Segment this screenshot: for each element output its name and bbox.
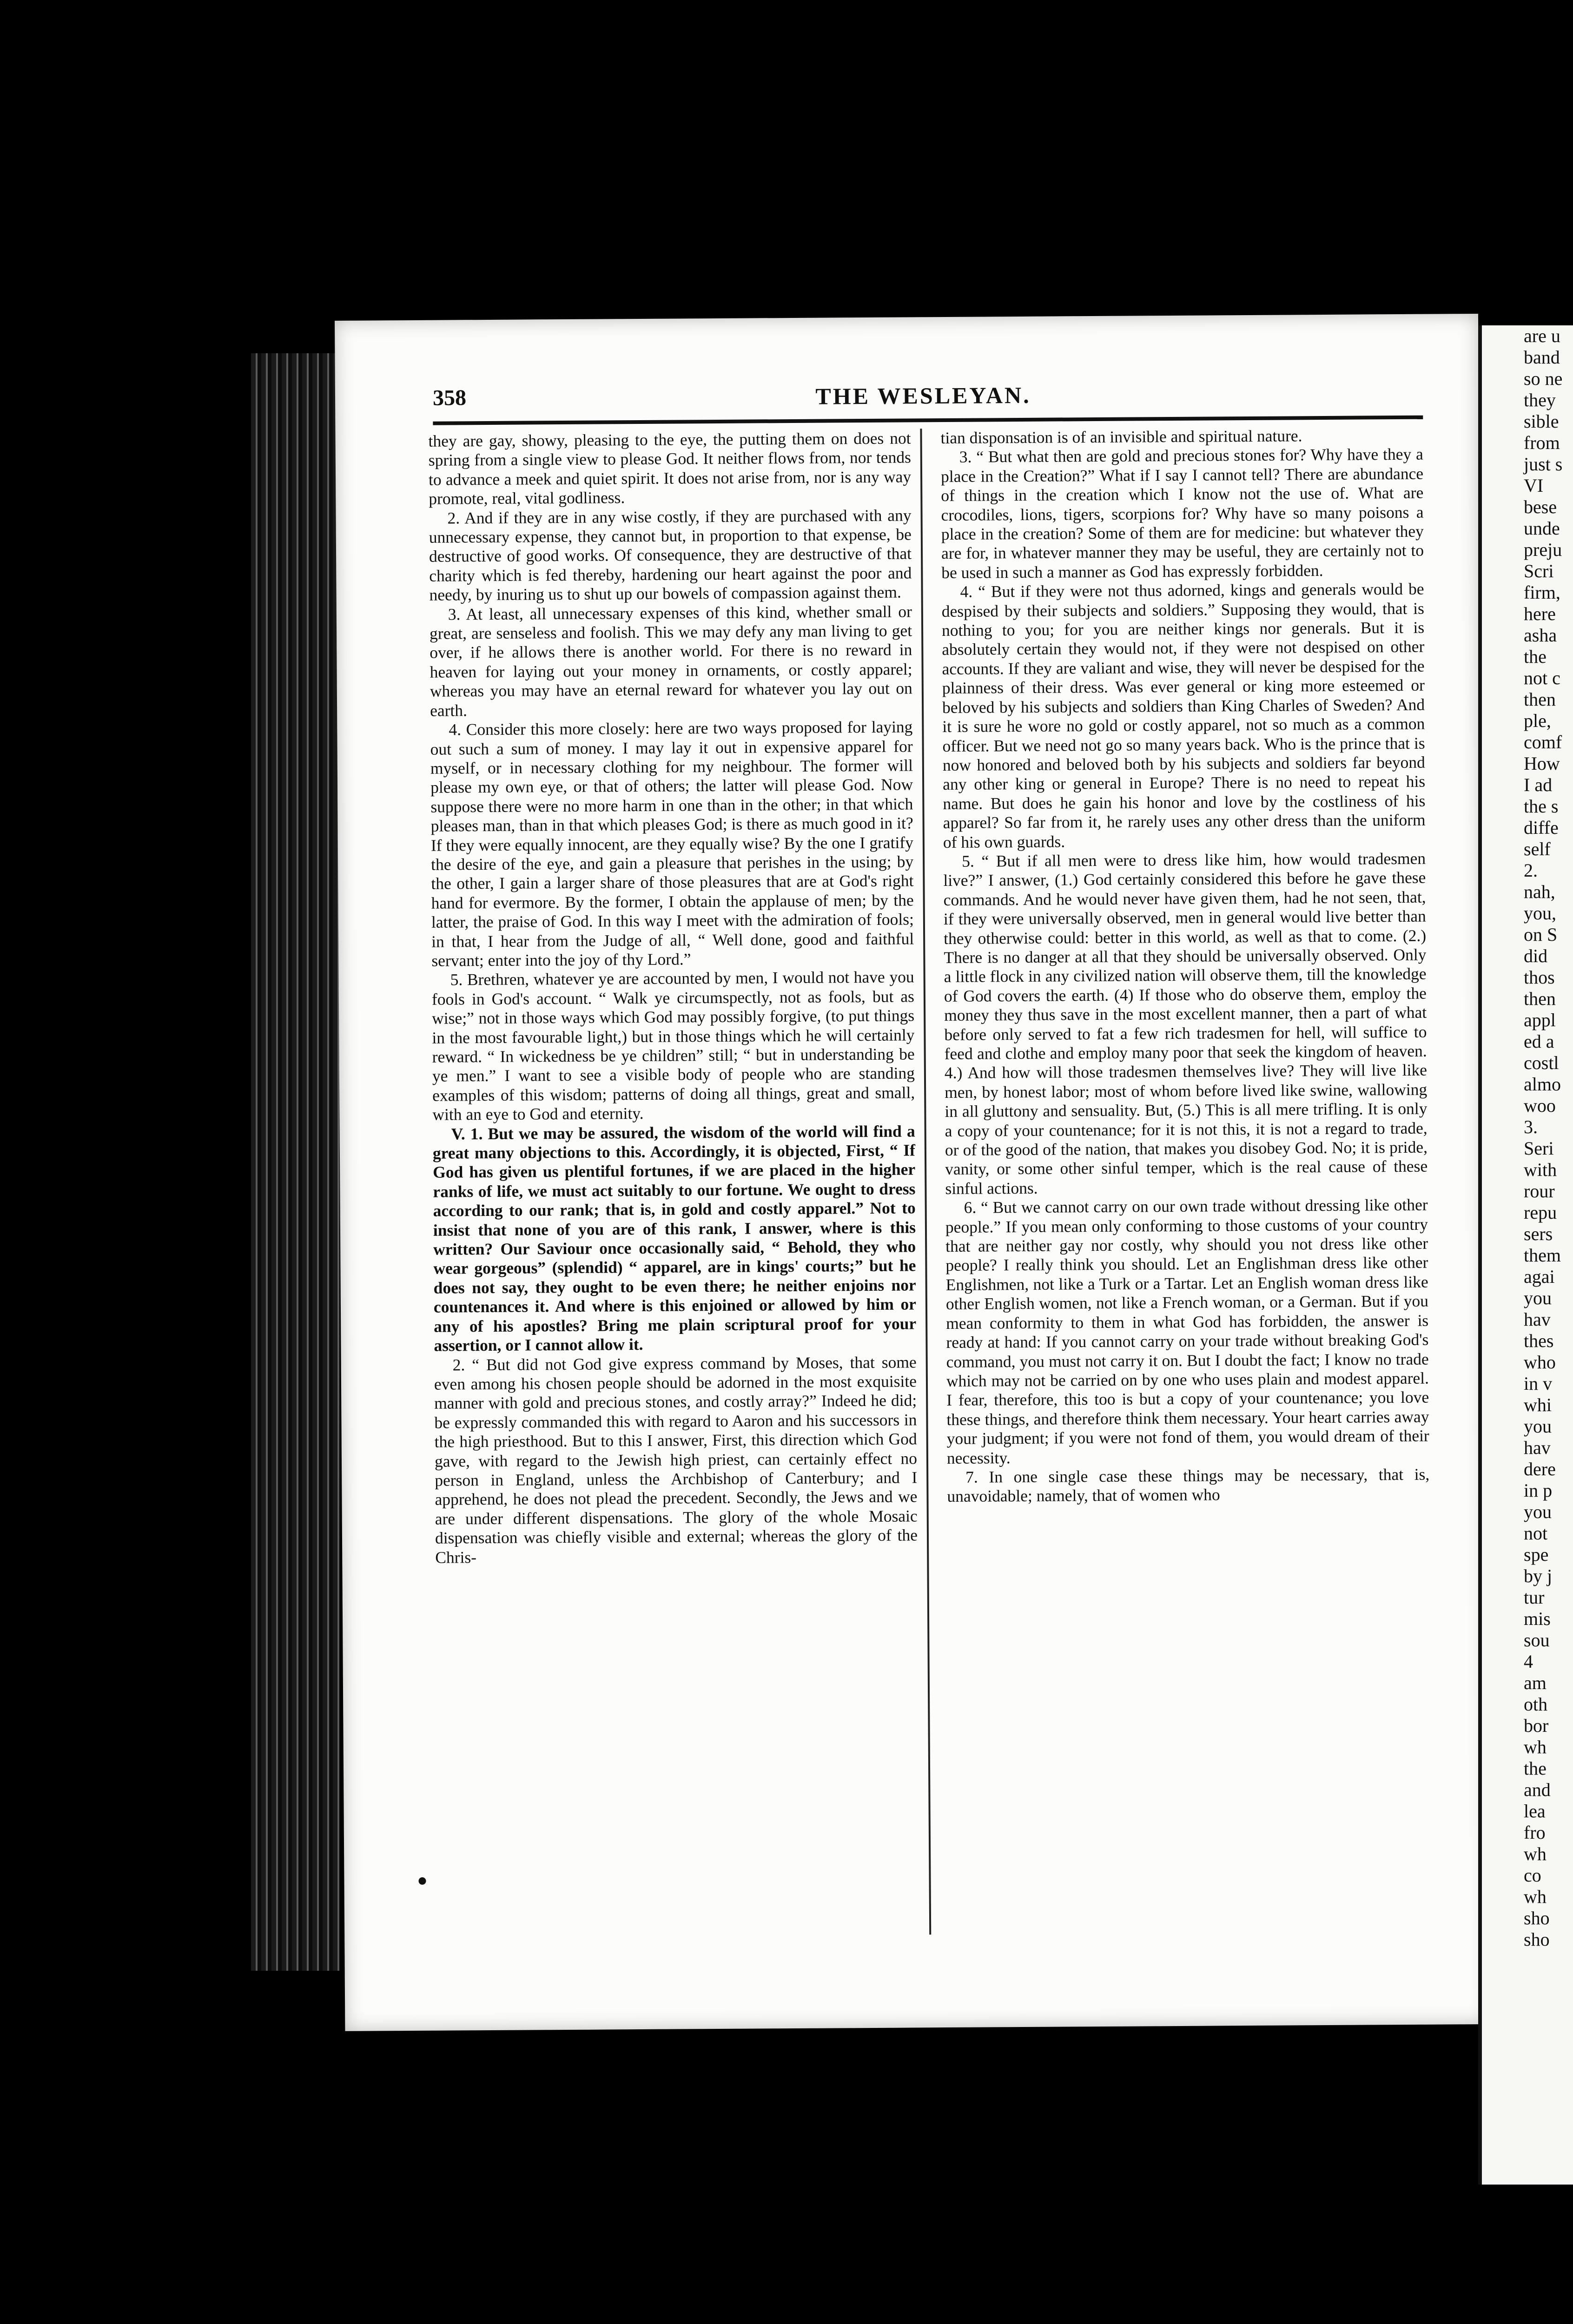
facing-page-fragment: you,: [1524, 903, 1556, 924]
facing-page-fragment: by j: [1524, 1565, 1553, 1586]
facing-page-fragment: How: [1524, 753, 1560, 774]
facing-page-fragment: sers: [1524, 1223, 1553, 1244]
facing-page-fragment: oth: [1524, 1694, 1548, 1715]
facing-page-fragment: hav: [1524, 1309, 1551, 1330]
facing-page-fragment: tur: [1524, 1587, 1545, 1608]
facing-page-fragment: on S: [1524, 924, 1558, 945]
facing-page-fragment: am: [1524, 1672, 1547, 1693]
facing-page-edge: [1478, 325, 1573, 2185]
paragraph: V. 1. But we may be assured, the wisdom of the world will find a great many objections to this. Accordingly, it is objected, First, “ If God has given us plentiful fortunes, if we are placed in the higher ranks of life, we must act suitably to our fortune. We ought to dress according to our rank; that is, in gold and costly apparel.” Not to insist that none of you are of this rank, I answer, where is this written? Our Saviour once occasionally said, “ Behold, they who wear gorgeous” (splendid) “ apparel, are in kings' courts;” but he does not say, they ought to be even there; he neither enjoins nor countenances it. And where is this enjoined or allowed by him or any of his apostles? Bring me plain scriptural proof for your assertion, or I cannot allow it.: [432, 1122, 917, 1355]
paragraph: tian disponsation is of an invisible and spiritual nature.: [940, 426, 1302, 448]
facing-page-fragment: in v: [1524, 1373, 1553, 1394]
facing-page-fragment: who: [1524, 1352, 1556, 1373]
facing-page-fragment: wh: [1524, 1886, 1547, 1907]
facing-page-fragment: them: [1524, 1245, 1561, 1266]
facing-page-fragment: the: [1524, 646, 1547, 667]
facing-page-fragment: spe: [1524, 1544, 1549, 1565]
facing-page-fragment: with: [1524, 1159, 1557, 1180]
facing-page-fragment: mis: [1524, 1608, 1551, 1629]
facing-page-fragment: 3.: [1524, 1116, 1538, 1137]
paragraph: 5. “ But if all men were to dress like him, how would tradesmen live?” I answer, (1.) God certainly considered this before he gave these commands. And he would never have given them, had he not seen, that, if they were universally observed, men in general would live better than they otherwise could: better in this world, as well as that to come. (2.) There is no danger at all that they should be universally observed. Only a little flock in any civilized nation will observe them, till the knowledge of God covers the earth. (4) If those who do observe them, employ the money they thus save in the most excellent manner, then a part of what before only served to fat a few rich tradesmen for hell, will suffice to feed and clothe and employ many poor that seek the kingdom of heaven. 4.) And how will those tradesmen themselves live? They will live like men, by honest labor; most of whom before lived like swine, wallowing in all gluttony and sensuality. But, (5.) This is all mere trifling. It is only a copy of your countenance; for it is not this, it is not a regard to trade, or of the good of the nation, that makes you disobey God. No; it is pride, vanity, or some other sinful temper, which is the real cause of these sinful actions.: [943, 849, 1428, 1198]
paragraph: 6. “ But we cannot carry on our own trade without dressing like other people.” If you mean only conforming to those customs of your country that are neither gay nor costly, why should you not dress like other people? I really think you should. Let an Englishman dress like other Englishmen, not like a Turk or a Tartar. Let an English woman dress like other English women, not like a French woman, or a German. But if you mean conformity to them in what God has forbidden, the answer is ready at hand: If you cannot carry on your trade without breaking God's command, you must not carry it on. But I doubt the fact; I know no trade which may not be carried on by one who uses plain and modest apparel. I fear, therefore, this too is but a copy of your countenance; you love these things, and therefore think them necessary. Your heart carries away your judgment; if you were not fond of them, you would dream of their necessity.: [945, 1195, 1429, 1467]
facing-page-fragment: sho: [1524, 1908, 1550, 1928]
facing-page-fragment: self: [1524, 838, 1551, 859]
facing-page-fragment: woo: [1524, 1095, 1556, 1116]
facing-page-fragment: fro: [1524, 1822, 1546, 1843]
page-number: 358: [432, 385, 467, 410]
paragraph: 2. And if they are in any wise costly, if they are purchased with any unnecessary expense, they cannot but, in proportion to that expense, be destructive of good works. Of consequence, they are destructive of that charity which is fed thereby, hardening our heart against the poor and needy, by inuring us to shut up our bowels of compassion against them.: [429, 506, 912, 605]
facing-page-fragment: are u: [1524, 325, 1560, 346]
text-columns: [428, 426, 1432, 1938]
facing-page-fragment: so ne: [1524, 368, 1563, 389]
facing-page-fragment: not c: [1524, 667, 1560, 688]
right-column: [920, 426, 1432, 1935]
book-page: [335, 314, 1488, 2031]
facing-page-fragment: unde: [1524, 518, 1560, 539]
facing-page-fragment: firm,: [1524, 582, 1560, 603]
paragraph: 4. Consider this more closely: here are two ways proposed for laying out such a sum of money. I may lay it out in expensive apparel for myself, or in necessary clothing for my neighbour. The former will please my own eye, or that of others; the latter will please God. Now suppose there were no more harm in one than in the other; in that which pleases man, than in that which pleases God; is there as much good in it? If they were equally innocent, are they equally wise? By the one I gratify the desire of the eye, and gain a pleasure that perishes in the using; by the other, I gain a larger share of those pleasures that are at God's right hand for evermore. By the former, I obtain the applause of men; by the latter, the praise of God. In this way I meet with the admiration of fools; in that, I hear from the Judge of all, “ Well done, good and faithful servant; enter into the joy of thy Lord.”: [430, 717, 914, 970]
facing-page-fragment: dere: [1524, 1459, 1556, 1479]
facing-page-fragment: ed a: [1524, 1031, 1554, 1052]
facing-page-fragment: nah,: [1524, 881, 1555, 902]
paragraph: 3. At least, all unnecessary expenses of this kind, whether small or great, are senseless and foolish. This we may defy any man living to get over, if he allows there is another world. For there is no reward in heaven for laying out your money in ornaments, or costly apparel; whereas you may have an eternal reward for whatever you lay out on earth.: [429, 602, 912, 720]
facing-page-fragment: wh: [1524, 1843, 1547, 1864]
header-rule: [433, 416, 1423, 425]
facing-page-fragment: comf: [1524, 732, 1562, 753]
facing-page-fragment: you: [1524, 1287, 1552, 1308]
facing-page-fragment: 2.: [1524, 860, 1538, 881]
facing-page-fragment: I ad: [1524, 774, 1553, 795]
facing-page-fragment: you: [1524, 1416, 1552, 1437]
facing-page-fragment: then: [1524, 988, 1556, 1009]
facing-page-fragment: the: [1524, 1758, 1547, 1779]
facing-page-fragment: rour: [1524, 1181, 1555, 1202]
facing-page-fragment: asha: [1524, 625, 1557, 646]
facing-page-fragment: wh: [1524, 1736, 1547, 1757]
facing-page-fragment: the s: [1524, 796, 1559, 817]
facing-page-fragment: you: [1524, 1501, 1552, 1522]
ink-spot: [418, 1877, 426, 1885]
facing-page-fragment: just s: [1524, 454, 1563, 475]
facing-page-fragment: costl: [1524, 1052, 1559, 1073]
facing-page-fragment: and: [1524, 1779, 1551, 1800]
facing-page-fragment: thes: [1524, 1330, 1554, 1351]
facing-page-fragment: lea: [1524, 1801, 1546, 1822]
facing-page-fragment: preju: [1524, 539, 1562, 560]
facing-page-fragment: hav: [1524, 1437, 1551, 1458]
facing-page-fragment: sou: [1524, 1630, 1550, 1651]
facing-page-fragment: did: [1524, 945, 1548, 966]
facing-page-fragment: from: [1524, 432, 1560, 453]
facing-page-fragment: bese: [1524, 496, 1557, 517]
facing-page-fragment: not: [1524, 1523, 1548, 1544]
left-column: [428, 429, 929, 1937]
paragraph: 3. “ But what then are gold and precious stones for? Why have they a place in the Creation?” What if I say I cannot tell? There are abundance of things in the creation which I know not the use of. What are crocodiles, lions, tigers, scorpions for? Why have so many poisons a place in the creation? Some of them are for medicine: but whatever they are for, in whatever manner they may be useful, they are certainly not to be used in such a manner as God has expressly forbidden.: [940, 445, 1424, 582]
paragraph: 4. “ But if they were not thus adorned, kings and generals would be despised by their subjects and soldiers.” Supposing they would, that is nothing to you; for you are neither kings nor generals. But it is absolutely certain they would not, if they were not despised on other accounts. If they are valiant and wise, they will never be despised for the plainness of their dress. Was ever general or king more esteemed or beloved by his subjects and soldiers than King Charles of Sweden? And it is sure he wore no gold or costly apparel, not so much as a common officer. But we need not go so many years back. Who is the prince that is now honored and beloved both by his subjects and soldiers far beyond any other king or general in Europe? There is no need to repeat his name. But does he gain his honor and love by the costliness of his apparel? So far from it, he rarely uses any other dress than the uniform of his own guards.: [941, 579, 1426, 852]
paragraph: 2. “ But did not God give express command by Moses, that some even among his chosen people should be adorned in the most exquisite manner with gold and precious stones, and costly array?” Indeed he did; be expressly commanded this with regard to Aaron and his successors in the high priesthood. But to this I answer, First, this direction which God gave, with regard to the Jewish high priest, can certainly effect no person in England, unless the Archbishop of Canterbury; and I apprehend, he does not plead the precedent. Secondly, the Jews and we are under different dispensations. The glory of the whole Mosaic dispensation was chiefly visible and external; whereas the glory of the Chris-: [434, 1352, 918, 1567]
facing-page-fragment: then: [1524, 689, 1556, 710]
paragraph: 5. Brethren, whatever ye are accounted by men, I would not have you fools in God's account. “ Walk ye circumspectly, not as fools, but as wise;” not in those ways which God may possibly forgive, (to put things in the most favourable light,) but in those things which he will certainly reward. “ In wickedness be ye children” still; “ but in understanding be ye men.” I want to see a visible body of people who are standing examples of this wisdom; patterns of doing all things, great and small, with an eye to God and eternity.: [431, 967, 915, 1124]
facing-page-fragment: in p: [1524, 1480, 1553, 1501]
facing-page-fragment: they: [1524, 390, 1556, 410]
facing-page-fragment: ple,: [1524, 710, 1551, 731]
facing-page-fragment: sho: [1524, 1929, 1550, 1950]
facing-page-fragment: almo: [1524, 1074, 1561, 1095]
facing-page-fragment: sible: [1524, 411, 1559, 432]
facing-page-fragment: here: [1524, 603, 1556, 624]
facing-page-fragment: agai: [1524, 1266, 1555, 1287]
facing-page-fragment: Seri: [1524, 1138, 1554, 1159]
paragraph: they are gay, showy, pleasing to the eye, the putting them on does not spring from a single view to please God. It neither flows from, nor tends to advance a meek and quiet spirit. It does not arise from, nor is any way promote, real, vital godliness.: [428, 429, 912, 508]
running-title: THE WESLEYAN.: [815, 382, 1031, 409]
facing-page-fragment: repu: [1524, 1202, 1557, 1223]
facing-page-fragment: whi: [1524, 1394, 1552, 1415]
paragraph: 7. In one single case these things may be necessary, that is, unavoidable; namely, that of women who: [947, 1465, 1430, 1506]
page-header: [433, 379, 1414, 418]
facing-page-fragment: co: [1524, 1865, 1541, 1886]
book-gutter: [251, 353, 339, 1971]
facing-page-fragment: Scri: [1524, 561, 1554, 581]
facing-page-fragment: appl: [1524, 1010, 1556, 1030]
facing-page-fragment: VI: [1524, 475, 1544, 496]
facing-page-fragment: bor: [1524, 1715, 1549, 1736]
facing-page-fragment: 4: [1524, 1651, 1533, 1672]
facing-page-fragment: band: [1524, 347, 1560, 368]
facing-page-fragment: thos: [1524, 967, 1555, 988]
facing-page-fragment: diffe: [1524, 817, 1559, 838]
